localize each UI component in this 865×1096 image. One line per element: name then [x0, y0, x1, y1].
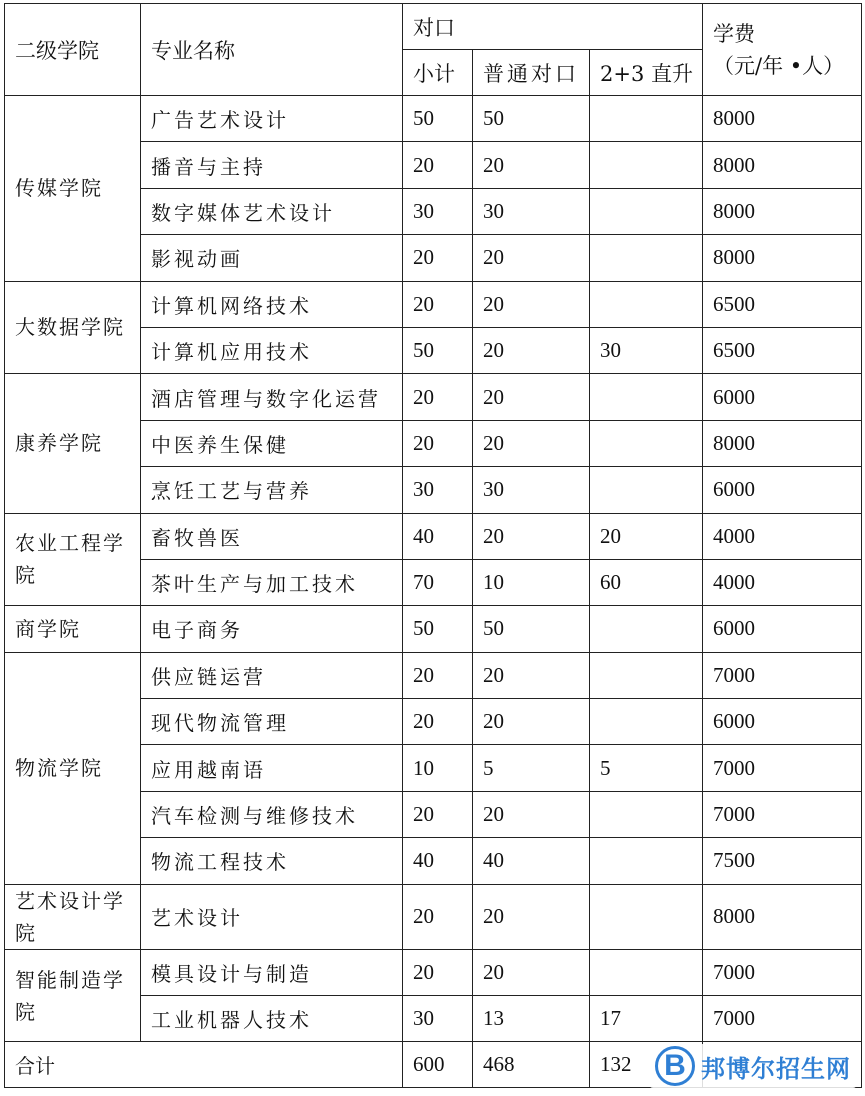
fee-cell: 7000	[703, 996, 862, 1042]
major-cell: 酒店管理与数字化运营	[141, 374, 403, 420]
subtotal-cell: 20	[403, 791, 473, 837]
plus-cell	[590, 235, 703, 281]
subtotal-cell: 20	[403, 652, 473, 698]
major-cell: 物流工程技术	[141, 838, 403, 884]
table-row	[5, 652, 862, 698]
regular-cell: 50	[473, 606, 590, 652]
total-plus-cell: 132	[590, 1042, 703, 1088]
subtotal-cell: 50	[403, 327, 473, 373]
college-cell: 艺术设计学院	[5, 884, 141, 949]
college-cell: 物流学院	[5, 652, 141, 884]
table-row	[5, 949, 862, 995]
plus-cell	[590, 374, 703, 420]
fee-cell: 6000	[703, 606, 862, 652]
fee-cell: 4000	[703, 513, 862, 559]
subtotal-cell: 20	[403, 884, 473, 949]
fee-cell: 6000	[703, 374, 862, 420]
regular-cell: 5	[473, 745, 590, 791]
major-cell: 现代物流管理	[141, 699, 403, 745]
table-row	[5, 374, 862, 420]
major-cell: 播音与主持	[141, 142, 403, 188]
plus-cell: 20	[590, 513, 703, 559]
site-watermark	[649, 1044, 857, 1088]
fee-cell: 6500	[703, 327, 862, 373]
subtotal-cell: 20	[403, 142, 473, 188]
plus-cell	[590, 142, 703, 188]
plus-cell	[590, 188, 703, 234]
plus-cell: 30	[590, 327, 703, 373]
major-cell: 计算机应用技术	[141, 327, 403, 373]
table-row	[5, 606, 862, 652]
subtotal-cell: 70	[403, 559, 473, 605]
plus-cell	[590, 652, 703, 698]
major-cell: 电子商务	[141, 606, 403, 652]
regular-cell: 50	[473, 96, 590, 142]
plus-cell	[590, 791, 703, 837]
college-cell: 传媒学院	[5, 96, 141, 282]
major-cell: 汽车检测与维修技术	[141, 791, 403, 837]
subtotal-cell: 20	[403, 235, 473, 281]
college-cell: 大数据学院	[5, 281, 141, 374]
subtotal-cell: 40	[403, 838, 473, 884]
subtotal-cell: 20	[403, 420, 473, 466]
plus-cell	[590, 96, 703, 142]
regular-cell: 20	[473, 699, 590, 745]
regular-cell: 10	[473, 559, 590, 605]
regular-cell: 40	[473, 838, 590, 884]
regular-cell: 20	[473, 513, 590, 559]
major-cell: 工业机器人技术	[141, 996, 403, 1042]
header-college: 二级学院	[5, 4, 141, 96]
fee-cell: 6500	[703, 281, 862, 327]
subtotal-cell: 30	[403, 996, 473, 1042]
major-cell: 数字媒体艺术设计	[141, 188, 403, 234]
plus-cell	[590, 420, 703, 466]
table-row	[5, 884, 862, 949]
regular-cell: 30	[473, 188, 590, 234]
major-cell: 茶叶生产与加工技术	[141, 559, 403, 605]
major-cell: 中医养生保健	[141, 420, 403, 466]
fee-cell: 6000	[703, 467, 862, 513]
table-row	[5, 96, 862, 142]
table-body	[5, 96, 862, 1088]
header-subtotal: 小计	[403, 50, 473, 96]
plus-cell	[590, 699, 703, 745]
major-cell: 供应链运营	[141, 652, 403, 698]
fee-cell: 4000	[703, 559, 862, 605]
fee-cell: 8000	[703, 142, 862, 188]
plus-cell	[590, 884, 703, 949]
fee-cell: 6000	[703, 699, 862, 745]
header-major: 专业名称	[141, 4, 403, 96]
fee-cell: 7000	[703, 949, 862, 995]
subtotal-cell: 50	[403, 606, 473, 652]
college-cell: 商学院	[5, 606, 141, 652]
total-subtotal-cell: 600	[403, 1042, 473, 1088]
watermark-logo-icon: B	[655, 1046, 695, 1086]
plus-cell	[590, 606, 703, 652]
subtotal-cell: 30	[403, 467, 473, 513]
header-regular: 普通对口	[473, 50, 590, 96]
header-duikou: 对口	[403, 4, 703, 50]
fee-cell: 8000	[703, 188, 862, 234]
regular-cell: 20	[473, 949, 590, 995]
major-cell: 计算机网络技术	[141, 281, 403, 327]
header-fee-unit: （元/年 •人）	[713, 53, 845, 78]
plus-cell	[590, 838, 703, 884]
subtotal-cell: 40	[403, 513, 473, 559]
plus-cell	[590, 467, 703, 513]
regular-cell: 20	[473, 281, 590, 327]
fee-cell: 8000	[703, 235, 862, 281]
major-cell: 应用越南语	[141, 745, 403, 791]
header-plus: 2+3 直升	[590, 50, 703, 96]
fee-cell: 7500	[703, 838, 862, 884]
major-cell: 广告艺术设计	[141, 96, 403, 142]
fee-cell: 7000	[703, 652, 862, 698]
plus-cell: 60	[590, 559, 703, 605]
total-regular-cell: 468	[473, 1042, 590, 1088]
table-row	[5, 281, 862, 327]
subtotal-cell: 20	[403, 374, 473, 420]
watermark-text: 邦博尔招生网	[701, 1054, 851, 1083]
college-cell: 农业工程学院	[5, 513, 141, 606]
major-cell: 烹饪工艺与营养	[141, 467, 403, 513]
regular-cell: 13	[473, 996, 590, 1042]
subtotal-cell: 30	[403, 188, 473, 234]
enrollment-table	[4, 3, 862, 1088]
major-cell: 模具设计与制造	[141, 949, 403, 995]
regular-cell: 20	[473, 791, 590, 837]
regular-cell: 20	[473, 652, 590, 698]
subtotal-cell: 10	[403, 745, 473, 791]
college-cell: 康养学院	[5, 374, 141, 513]
header-fee-title: 学费	[713, 21, 756, 46]
fee-cell: 7000	[703, 745, 862, 791]
header-fee	[703, 4, 862, 96]
total-label: 合计	[5, 1042, 403, 1088]
regular-cell: 20	[473, 327, 590, 373]
subtotal-cell: 20	[403, 949, 473, 995]
regular-cell: 20	[473, 235, 590, 281]
fee-cell: 7000	[703, 791, 862, 837]
fee-cell: 8000	[703, 420, 862, 466]
subtotal-cell: 20	[403, 281, 473, 327]
plus-cell: 17	[590, 996, 703, 1042]
fee-cell: 8000	[703, 884, 862, 949]
regular-cell: 30	[473, 467, 590, 513]
regular-cell: 20	[473, 374, 590, 420]
plus-cell: 5	[590, 745, 703, 791]
plus-cell	[590, 281, 703, 327]
college-cell: 智能制造学院	[5, 949, 141, 1042]
subtotal-cell: 50	[403, 96, 473, 142]
regular-cell: 20	[473, 420, 590, 466]
regular-cell: 20	[473, 142, 590, 188]
fee-cell: 8000	[703, 96, 862, 142]
major-cell: 影视动画	[141, 235, 403, 281]
table-row	[5, 513, 862, 559]
major-cell: 畜牧兽医	[141, 513, 403, 559]
subtotal-cell: 20	[403, 699, 473, 745]
plus-cell	[590, 949, 703, 995]
regular-cell: 20	[473, 884, 590, 949]
major-cell: 艺术设计	[141, 884, 403, 949]
